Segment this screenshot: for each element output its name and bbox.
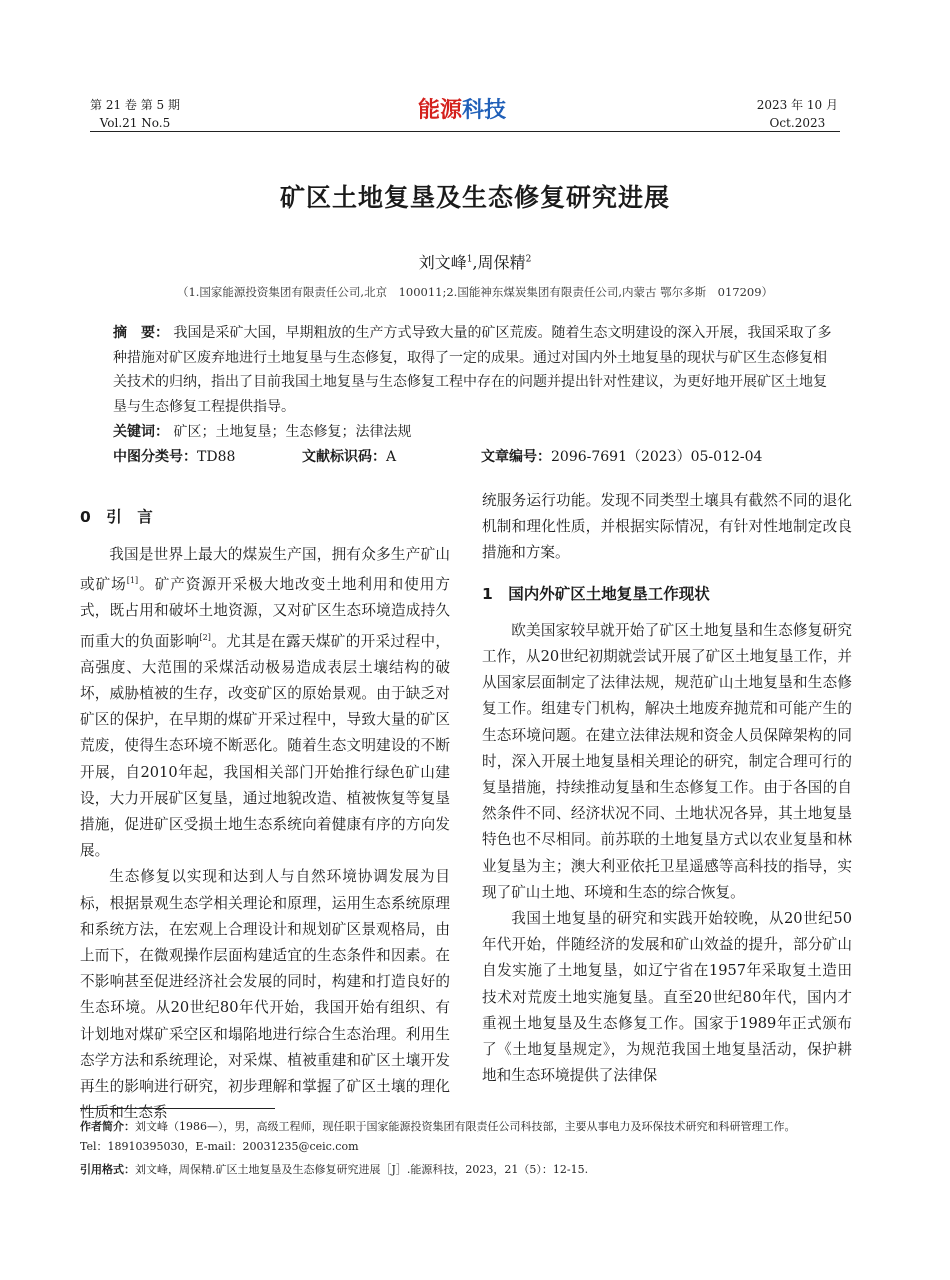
author-bio-text: 刘文峰（1986—），男，高级工程师，现任职于国家能源投资集团有限责任公司科技部，主要从事电力及环保技术研究和科研管理工作。 xyxy=(135,1120,796,1133)
body-paragraph: 我国土地复垦的研究和实践开始较晚，从20世纪50年代开始，伴随经济的发展和矿山效益的提升，部分矿山自发实施了土地复垦，如辽宁省在1957年采取复土造田技术对荒废土地实施复垦。直至20世纪80年代，国内才重视土地复垦及生态修复工作。国家于1989年正式颁布了《土地复垦规定》，为规范我国土地复垦活动，保护耕地和生态环境提供了法律保 xyxy=(482,910,852,1085)
header-divider xyxy=(90,131,840,132)
keywords-label: 关键词： xyxy=(113,424,169,440)
citation-ref-1: [1] xyxy=(126,576,139,586)
paragraph-text: 。矿产资源开采极大地改变土地利用和使用方式，既占用和破坏土地资源，又对矿区生态环境造成持久而重大的负面影响 xyxy=(80,576,450,650)
volume-cn: 第 21 卷 第 5 期 xyxy=(90,98,180,112)
volume-en: Vol.21 No.5 xyxy=(99,116,171,130)
abstract-text: 我国是采矿大国，早期粗放的生产方式导致大量的矿区荒废。随着生态文明建设的深入开展，我国采取了多种措施对矿区废弃地进行土地复垦与生态修复，取得了一定的成果。通过对国内外土地复垦的现状与矿区生态修复相关技术的归纳，指出了目前我国土地复垦与生态修复工程中存在的问题并提出针对性建议，为更好地开展矿区土地复垦与生态修复工程提供指导。 xyxy=(113,325,832,415)
section-0-heading: 0 引 言 xyxy=(80,508,153,526)
author-2: 周保精 xyxy=(477,253,526,272)
body-paragraph-continued: 统服务运行功能。发现不同类型土壤具有截然不同的退化机制和理化性质，并根据实际情况，有针对性地制定改良措施和方案。 xyxy=(482,492,852,562)
journal-logo-blue: 科技 xyxy=(462,98,507,123)
clc-label: 中图分类号： xyxy=(113,449,197,465)
clc-value: TD88 xyxy=(197,449,236,465)
journal-logo xyxy=(418,95,522,127)
citation-format xyxy=(80,1160,860,1180)
body-paragraph xyxy=(80,542,450,864)
footnote-divider xyxy=(80,1108,275,1109)
affiliations: （1.国家能源投资集团有限责任公司,北京 100011;2.国能神东煤炭集团有限责任公司,内蒙古 鄂尔多斯 017209） xyxy=(176,285,774,299)
keywords-text: 矿区；土地复垦；生态修复；法律法规 xyxy=(173,424,412,440)
date-cn: 2023 年 10 月 xyxy=(756,98,838,112)
abstract-label: 摘 要： xyxy=(113,325,169,341)
paragraph-text: 。尤其是在露天煤矿的开采过程中，高强度、大范围的采煤活动极易造成表层土壤结构的破坏，威胁植被的生存，改变矿区的原始景观。由于缺乏对矿区的保护，在早期的煤矿开采过程中，导致大量的矿区荒废，使得生态环境不断恶化。随着生态文明建设的不断开展，自2010年起，我国相关部门开始推行绿色矿山建设，大力开展矿区复垦，通过地貌改造、植被恢复等复垦措施，促进矿区受损土地生态系统向着健康有序的方向发展。 xyxy=(80,632,450,860)
journal-logo-red: 能源 xyxy=(418,98,463,123)
document-code xyxy=(302,446,396,466)
citation-ref-2: [2] xyxy=(199,632,211,642)
author-2-affil: 2 xyxy=(525,254,532,265)
body-paragraph: 欧美国家较早就开始了矿区土地复垦和生态修复研究工作，从20世纪初期就尝试开展了矿区土地复垦工作，并从国家层面制定了法律法规，规范矿山土地复垦和生态修复工作。组建专门机构，解决土地废弃抛荒和可能产生的生态环境问题。在建立法律法规和资金人员保障架构的同时，深入开展土地复垦相关理论的研究，制定合理可行的复垦措施，持续推动复垦和生态修复工作。由于各国的自然条件不同、经济状况不同、土地状况各异，其土地复垦特色也不尽相同。前苏联的土地复垦方式以农业复垦和林业复垦为主；澳大利亚依托卫星遥感等高科技的指导，实现了矿山土地、环境和生态的综合恢复。 xyxy=(482,621,852,901)
citation-format-label: 引用格式： xyxy=(80,1163,135,1176)
keywords xyxy=(113,421,411,441)
author-separator: , xyxy=(472,253,478,272)
author-line xyxy=(0,250,950,273)
abstract xyxy=(113,321,833,419)
author-1-affil: 1 xyxy=(466,254,473,265)
author-bio-label: 作者简介： xyxy=(80,1120,135,1133)
article-number xyxy=(481,446,762,466)
contact-info: Tel：18910395030，E-mail：20031235@ceic.com xyxy=(80,1140,359,1153)
clc-number xyxy=(113,446,235,466)
article-title: 矿区土地复垦及生态修复研究进展 xyxy=(279,183,670,212)
paragraph-text: 我国是世界上最大的煤炭生产国，拥有众多生产矿山或矿场 xyxy=(80,546,450,594)
author-1: 刘文峰 xyxy=(418,253,467,272)
date-en: Oct.2023 xyxy=(769,116,826,130)
issue-date xyxy=(757,96,838,132)
body-paragraph: 生态修复以实现和达到人与自然环境协调发展为目标，根据景观生态学相关理论和原理，运用生态系统原理和系统方法，在宏观上合理设计和规划矿区景观格局，由上而下，在微观操作层面构建适宜的生态条件和因素。在不影响甚至促进经济社会发展的同时，构建和打造良好的生态环境。从20世纪80年代开始，我国开始有组织、有计划地对煤矿采空区和塌陷地进行综合生态治理。利用生态学方法和系统理论，对采煤、植被重建和矿区土壤开发再生的影响进行研究，初步理解和掌握了矿区土壤的理化性质和生态系 xyxy=(80,868,450,1122)
volume-info xyxy=(90,96,180,132)
body-column-right xyxy=(482,488,852,1089)
author-bio xyxy=(80,1117,860,1137)
citation-format-text: 刘文峰，周保精.矿区土地复垦及生态修复研究进展［J］.能源科技，2023，21（5）：12-15. xyxy=(135,1163,589,1176)
document-code-value: A xyxy=(386,449,397,465)
section-1-heading: 1 国内外矿区土地复垦工作现状 xyxy=(482,584,710,603)
document-code-label: 文献标识码： xyxy=(302,449,386,465)
article-number-label: 文章编号： xyxy=(481,449,551,465)
body-column-left xyxy=(80,504,450,1126)
article-number-value: 2096-7691（2023）05-012-04 xyxy=(551,449,763,465)
